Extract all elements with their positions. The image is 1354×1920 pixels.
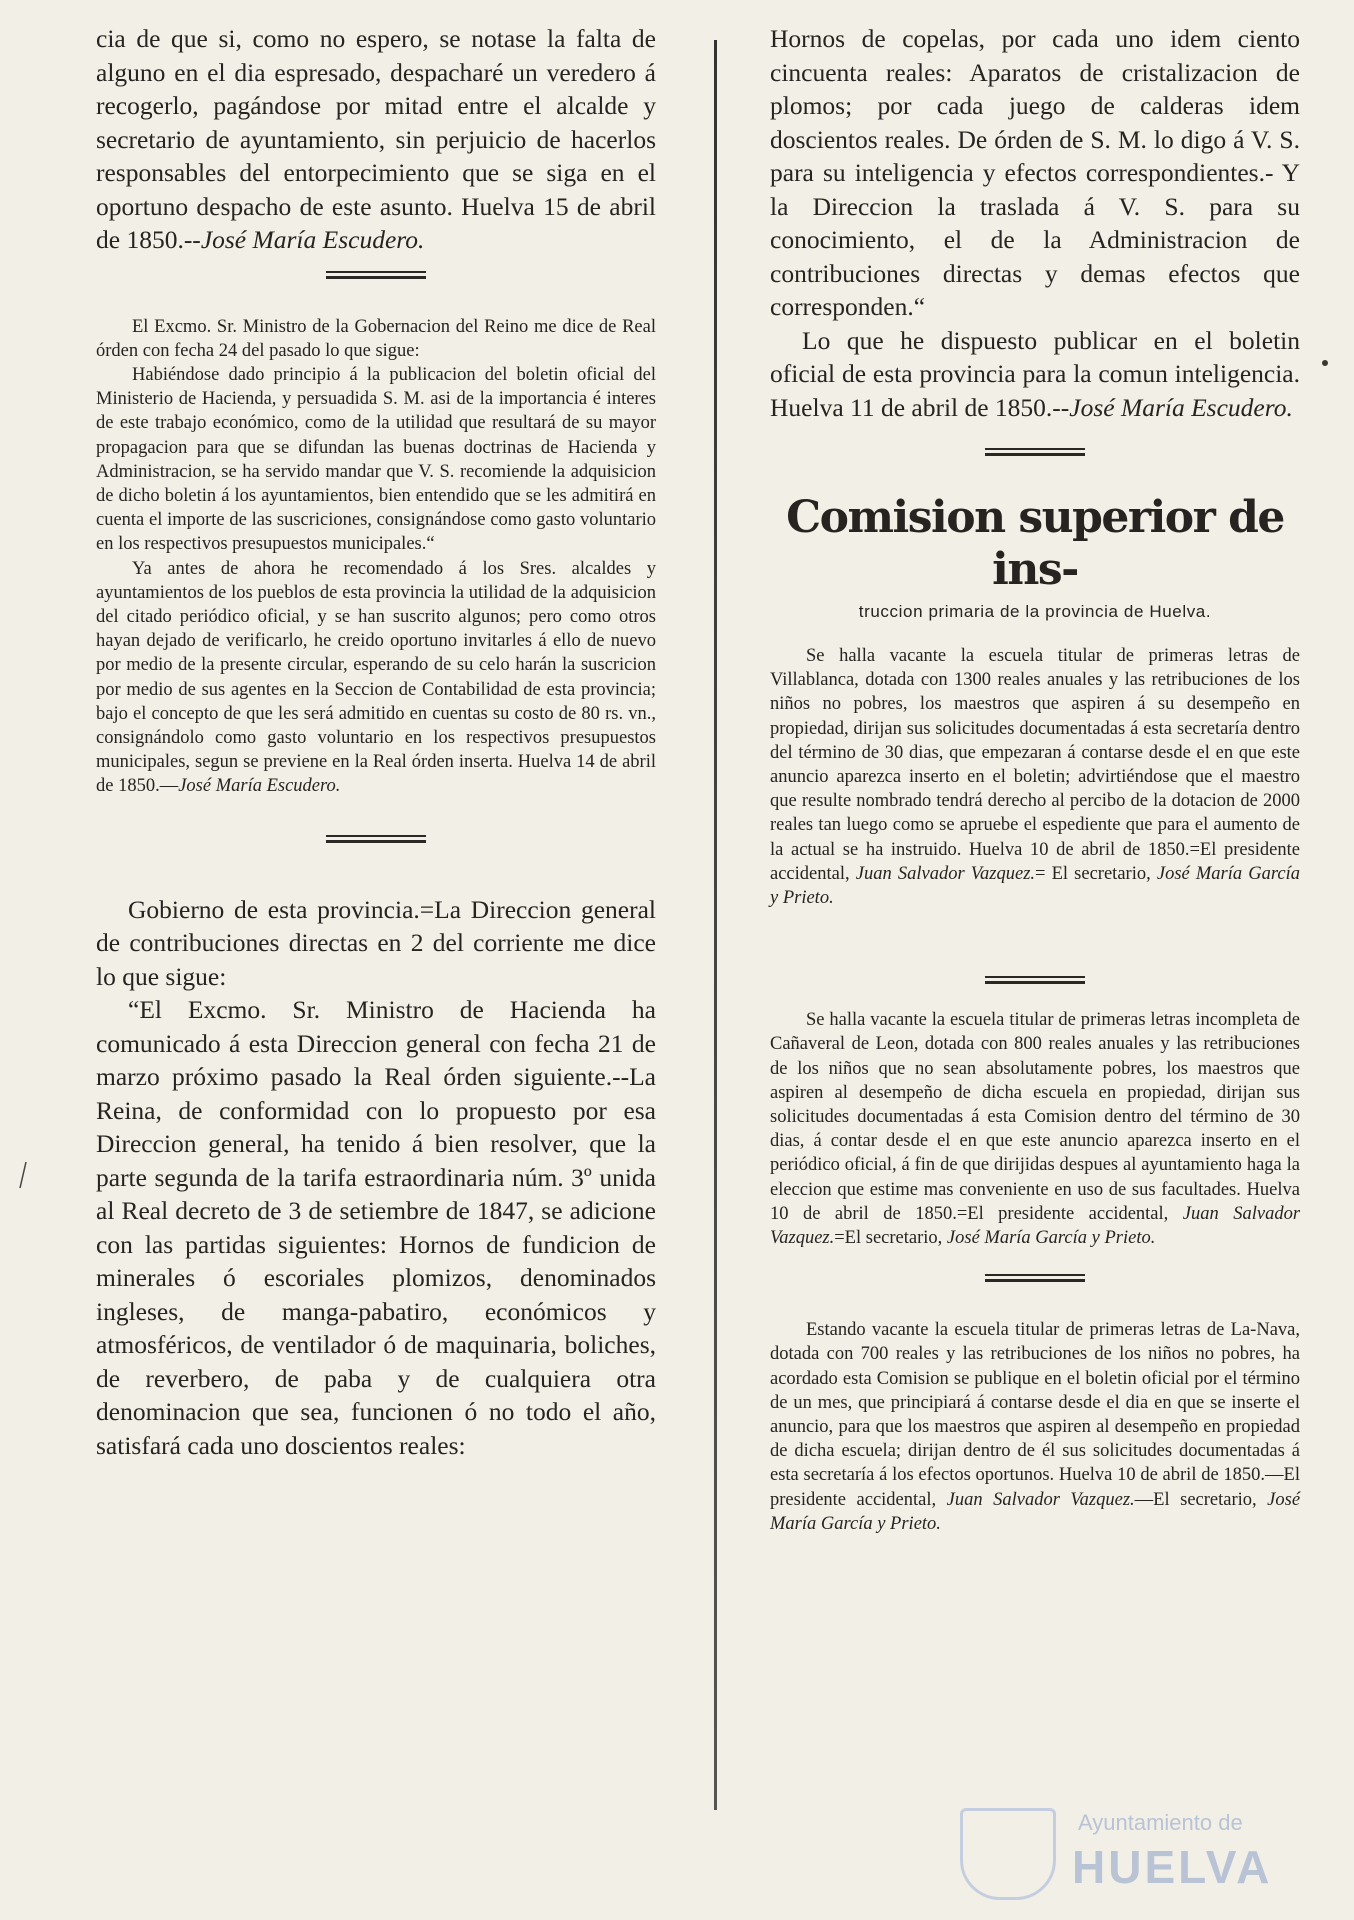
- announcement-la-nava: Estando vacante la escuela titular de primeras letras de La-Nava, dotada con 700 reales y las retribuciones de los niños no pobres, ha acordado esta Comision se publique en el boletin oficial por el término de un mes, que principiará á contarse desde el dia en que se inserte el anuncio, para que los maestros que aspiren al desempeño en propiedad de dicha escuela; dirijan dentro de él sus solicitudes documentadas á esta secretaría á los efectos oportunos. Huelva 10 de abril de 1850.—El presidente accidental, Juan Salvador Vazquez.—El secretario, José María García y Prieto.: [770, 1320, 1301, 1534]
- archive-watermark: [960, 1800, 1290, 1900]
- signature: José María Escudero.: [1069, 392, 1293, 422]
- separator-rule: [985, 976, 1085, 984]
- announcement-canaveral: Se halla vacante la escuela titular de primeras letras incompleta de Cañaveral de Leon, dotada con 800 reales anuales y las retribuciones de los niños que no sean absolutamente pobres, los maestros que aspiren al desempeño de dicha escuela en propiedad, dirijan sus solicitudes documentadas á esta Comision dentro del término de 30 dias, á contar desde el en que este anuncio aparezca inserto en el periódico oficial, á fin de que dirijidas despues al ayuntamiento haga la eleccion que estime mas conveniente en uso de sus facultades. Huelva 10 de abril de 1850.=El presidente accidental, Juan Salvador Vazquez.=El secretario, José María García y Prieto.: [770, 1010, 1301, 1249]
- column-divider: [714, 40, 717, 1810]
- watermark-top-text: Ayuntamiento de: [1078, 1810, 1243, 1835]
- paragraph-real-orden-text: Habiéndose dado principio á la publicacion del boletin oficial del Ministerio de Hacienda, y persuadida S. M. asi de la importancia é interes de este trabajo económico, como de la utilidad que resultará de su mayor propagacion para que se difundan las buenas doctrinas de Hacienda y Administracion, se ha servido mandar que V. S. recomiende la adquisicion de dicho boletin á los ayuntamientos, bien entendido que se les admitirá en cuenta el importe de las suscriciones, consignándose como gasto voluntario en los respectivos presupuestos municipales.“: [96, 364, 656, 555]
- announcement-villablanca: Se halla vacante la escuela titular de primeras letras de Villablanca, dotada con 1300 reales anuales y las retribuciones de los niños no pobres, los maestros que aspiren á su desempeño en propiedad, dirijan sus solicitudes documentadas á esta secretaría dentro del término de 30 dias, que empezaran á contarse desde el en que este anuncio aparezca inserto en el boletin; advirtiéndose que el maestro que resulte nombrado tendrá derecho al percibo de la dotacion de 2000 reales tan luego como se apruebe el espediente que para el aumento de la actual se ha instruido. Huelva 10 de abril de 1850.=El presidente accidental, Juan Salvador Vazquez.= El secretario, José María García y Prieto.: [770, 646, 1300, 909]
- separator-rule: [326, 271, 426, 279]
- section-heading: Comision superior de ins-: [786, 492, 1284, 595]
- paragraph-circular-end: cia de que si, como no espero, se notase la falta de alguno en el dia espresado, despacharé un veredero á recogerlo, pagándose por mitad entre el alcalde y secretario de ayuntamiento, sin perjuicio de hacerlos responsables del entorpecimiento que se siga en el oportuno despacho de este asunto. Huelva 15 de abril de 1850.--José María Escudero.: [96, 24, 656, 254]
- separator-rule: [985, 1274, 1085, 1282]
- paragraph-real-orden-intro: El Excmo. Sr. Ministro de la Gobernacion del Reino me dice de Real órden con fecha 24 del pasado lo que sigue:: [96, 316, 656, 361]
- signature: José María Escudero.: [178, 776, 341, 797]
- separator-rule: [326, 835, 426, 843]
- paragraph-hornos: Hornos de copelas, por cada uno idem ciento cincuenta reales: Aparatos de cristalizacion de plomos; por cada juego de calderas idem doscientos reales. De órden de S. M. lo digo á V. S. para su inteligencia y efectos correspondientes.- Y la Direccion la traslada á V. S. para su conocimiento, el de la Administracion de contribuciones directas y demas efectos que corresponden.“: [770, 24, 1300, 321]
- ink-dot: [1322, 360, 1328, 366]
- paragraph-publicar: Lo que he dispuesto publicar en el boletin oficial de esta provincia para la comun inteligencia. Huelva 11 de abril de 1850.--José María Escudero.: [770, 325, 1300, 422]
- right-column: [770, 22, 1300, 1536]
- left-column: [96, 22, 656, 1462]
- paragraph-hacienda-orden: “El Excmo. Sr. Ministro de Hacienda ha comunicado á esta Direccion general con fecha 21 de marzo próximo pasado la Real órden siguiente.--La Reina, de conformidad con lo propuesto por esa Direccion general, ha tenido á bien resolver, que la parte segunda de la tarifa estraordinaria núm. 3º unida al Real decreto de 3 de setiembre de 1847, se adicione con las partidas siguientes: Hornos de fundicion de minerales ó escoriales plomizos, denominados ingleses, de manga-pabatiro, económicos y atmosféricos, de ventilador ó de maquinaria, boliches, de reverbero, de paba y de cualquiera otra denominacion que sea, funcionen ó no todo el año, satisfará cada uno doscientos reales:: [96, 995, 656, 1460]
- paragraph-circular-boletin: Ya antes de ahora he recomendado á los Sres. alcaldes y ayuntamientos de los pueblos de esta provincia la utilidad de la adquisicion del citado periódico oficial, y se han suscrito algunos; pero como otros hayan dejado de verificarlo, he creido oportuno invitarles á ello de nuevo por medio de la presente circular, esperando de su celo harán la suscricion por medio de sus agentes en la Seccion de Contabilidad de esta provincia; bajo el concepto de que les será admitido en cuentas su costo de 80 rs. vn., consignándolo como gasto voluntario en los respectivos presupuestos municipales, segun se previene en la Real órden inserta. Huelva 14 de abril de 1850.—José María Escudero.: [96, 558, 656, 797]
- pencil-mark-icon: [18, 1160, 28, 1190]
- section-subheading: truccion primaria de la provincia de Huelva.: [858, 602, 1212, 621]
- signature: José María Escudero.: [200, 225, 425, 254]
- watermark-bottom-text: HUELVA: [1072, 1841, 1273, 1893]
- paragraph-gobierno-provincia: Gobierno de esta provincia.=La Direccion general de contribuciones directas en 2 del corriente me dice lo que sigue:: [96, 894, 656, 991]
- coat-of-arms-icon: [960, 1808, 1056, 1900]
- separator-rule: [985, 448, 1085, 456]
